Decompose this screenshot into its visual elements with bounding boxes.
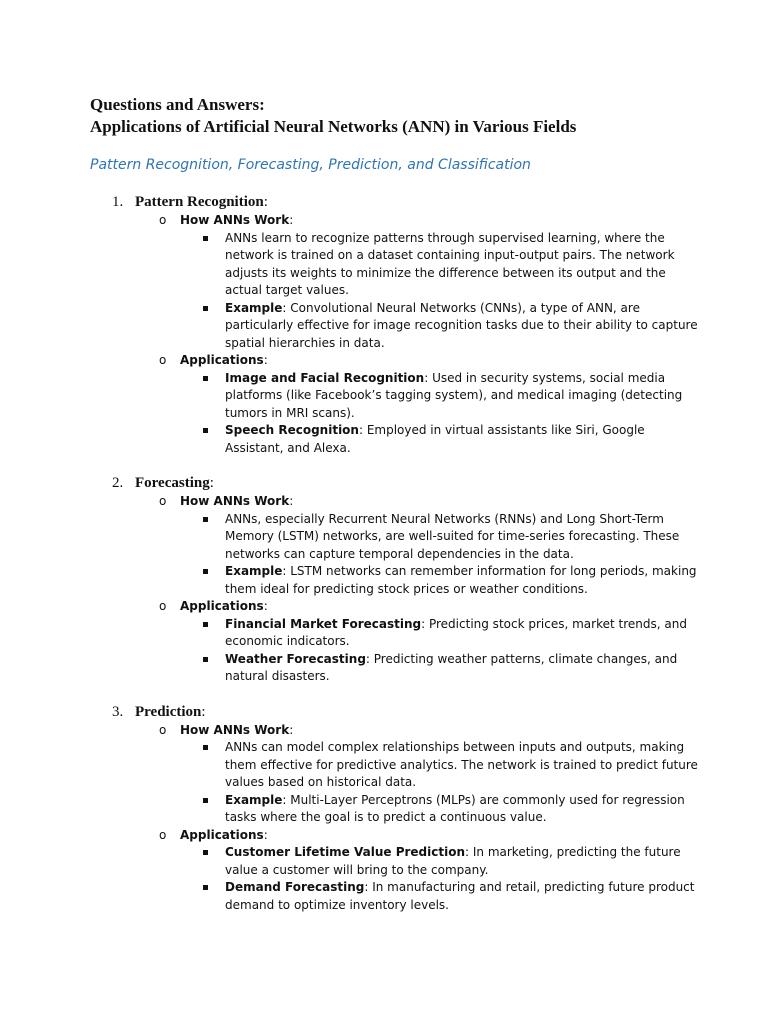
square-bullet-icon xyxy=(203,850,208,855)
section-name: Prediction xyxy=(135,703,202,720)
hollow-bullet-icon: o xyxy=(159,722,167,737)
square-bullet-icon xyxy=(203,236,208,241)
bullet-term: Image and Facial Recognition xyxy=(225,370,425,385)
hollow-bullet-icon: o xyxy=(159,353,167,367)
subsection-label: How ANNs Work xyxy=(180,494,290,508)
subsection-label: Applications xyxy=(180,353,264,367)
bullet-term: Speech Recognition xyxy=(225,423,359,437)
section-heading: Pattern Recognition: xyxy=(135,194,268,210)
section-heading: Forecasting: xyxy=(135,475,214,491)
bullet-term: Example xyxy=(225,792,283,807)
bullet-text: ANNs learn to recognize patterns through supervised learning, where the network is trained on a dataset containing input-output pairs. The network adjusts its weights to minimize the difference between its output and the actual target values. xyxy=(225,230,675,297)
square-bullet-icon xyxy=(203,745,208,750)
square-bullet-icon xyxy=(203,306,208,311)
bullet-text: : LSTM networks can remember information for long periods, making them ideal for predicting stock prices or weather conditions. xyxy=(225,564,697,596)
subsection-list xyxy=(135,212,708,457)
subsection-heading: How ANNs Work: xyxy=(180,494,294,508)
subsection-item xyxy=(135,722,708,827)
section-heading: Prediction: xyxy=(135,703,206,720)
bullet-list xyxy=(180,616,708,686)
bullet-item xyxy=(180,370,708,423)
section-item xyxy=(90,702,708,915)
bullet-text: : Multi-Layer Perceptrons (MLPs) are commonly used for regression tasks where the goal is to predict a continuous value. xyxy=(225,792,685,824)
bullet-text: : In manufacturing and retail, predicting future product demand to optimize inventory levels. xyxy=(225,880,695,912)
bullet-list xyxy=(180,844,708,914)
subsection-item xyxy=(135,212,708,352)
hollow-bullet-icon: o xyxy=(159,213,167,227)
subsection-list xyxy=(135,493,708,686)
square-bullet-icon xyxy=(203,428,208,433)
subsection-item xyxy=(135,598,708,686)
bullet-item xyxy=(180,879,708,914)
subsection-item xyxy=(135,827,708,915)
square-bullet-icon xyxy=(203,885,208,890)
section-item xyxy=(90,192,708,457)
subsection-item xyxy=(135,352,708,457)
bullet-item xyxy=(180,422,708,457)
bullet-text: ANNs can model complex relationships between inputs and outputs, making them effective for predictive analytics. The network is trained to predict future values based on historical data. xyxy=(225,740,698,789)
section-list xyxy=(90,192,708,914)
subsection-heading: How ANNs Work: xyxy=(180,213,294,227)
subsection-heading: How ANNs Work: xyxy=(180,722,294,737)
bullet-item xyxy=(180,616,708,651)
bullet-item xyxy=(180,651,708,686)
bullet-text: : Employed in virtual assistants like Siri, Google Assistant, and Alexa. xyxy=(225,423,645,455)
bullet-term: Weather Forecasting xyxy=(225,651,366,666)
bullet-text: : Used in security systems, social media platforms (like Facebook’s tagging system), and medical imaging (detecting tumors in MRI scans). xyxy=(225,370,683,420)
bullet-item xyxy=(180,792,708,827)
square-bullet-icon xyxy=(203,622,208,627)
hollow-bullet-icon: o xyxy=(159,827,167,842)
section-name: Pattern Recognition xyxy=(135,194,264,210)
subsection-label: How ANNs Work xyxy=(180,722,290,737)
subsection-heading: Applications: xyxy=(180,353,268,367)
subsection-label: Applications xyxy=(180,599,264,613)
subsection-item xyxy=(135,493,708,598)
bullet-text: : In marketing, predicting the future value a customer will bring to the company. xyxy=(225,845,681,877)
section-number: 2. xyxy=(112,475,124,491)
section-name: Forecasting xyxy=(135,475,210,491)
bullet-list xyxy=(180,370,708,458)
bullet-term: Example xyxy=(225,564,283,578)
bullet-term: Customer Lifetime Value Prediction xyxy=(225,845,466,859)
section-item xyxy=(90,473,708,686)
bullet-list xyxy=(180,230,708,353)
bullet-item xyxy=(180,300,708,353)
title-line-1: Questions and Answers: xyxy=(90,95,265,114)
square-bullet-icon xyxy=(203,569,208,574)
section-number: 1. xyxy=(112,194,124,210)
bullet-item xyxy=(180,739,708,792)
square-bullet-icon xyxy=(203,657,208,662)
bullet-text: : Predicting stock prices, market trends, and economic indicators. xyxy=(225,616,687,648)
bullet-item xyxy=(180,511,708,564)
bullet-item xyxy=(180,563,708,598)
subsection-list xyxy=(135,722,708,915)
subsection-heading: Applications: xyxy=(180,599,268,613)
bullet-item xyxy=(180,844,708,879)
bullet-term: Financial Market Forecasting xyxy=(225,616,422,631)
hollow-bullet-icon: o xyxy=(159,494,167,508)
bullet-text: : Predicting weather patterns, climate changes, and natural disasters. xyxy=(225,651,678,683)
subsection-label: Applications xyxy=(180,827,264,842)
bullet-term: Demand Forecasting xyxy=(225,880,365,894)
section-number: 3. xyxy=(112,703,124,720)
document-title xyxy=(90,94,708,138)
subsection-heading: Applications: xyxy=(180,827,268,842)
bullet-item xyxy=(180,230,708,300)
bullet-text: : Convolutional Neural Networks (CNNs), a type of ANN, are particularly effective for image recognition tasks due to their ability to capture spatial hierarchies in data. xyxy=(225,300,698,350)
hollow-bullet-icon: o xyxy=(159,599,167,613)
bullet-text: ANNs, especially Recurrent Neural Networks (RNNs) and Long Short-Term Memory (LSTM) networks, are well-suited for time-series forecasting. These networks can capture temporal dependencies in the data. xyxy=(225,511,680,561)
subsection-label: How ANNs Work xyxy=(180,213,290,227)
bullet-list xyxy=(180,739,708,827)
bullet-term: Example xyxy=(225,300,283,315)
title-line-2: Applications of Artificial Neural Networks (ANN) in Various Fields xyxy=(90,117,577,136)
bullet-list xyxy=(180,511,708,599)
square-bullet-icon xyxy=(203,798,208,803)
document-subtitle: Pattern Recognition, Forecasting, Prediction, and Classification xyxy=(90,157,531,173)
square-bullet-icon xyxy=(203,376,208,381)
square-bullet-icon xyxy=(203,517,208,522)
